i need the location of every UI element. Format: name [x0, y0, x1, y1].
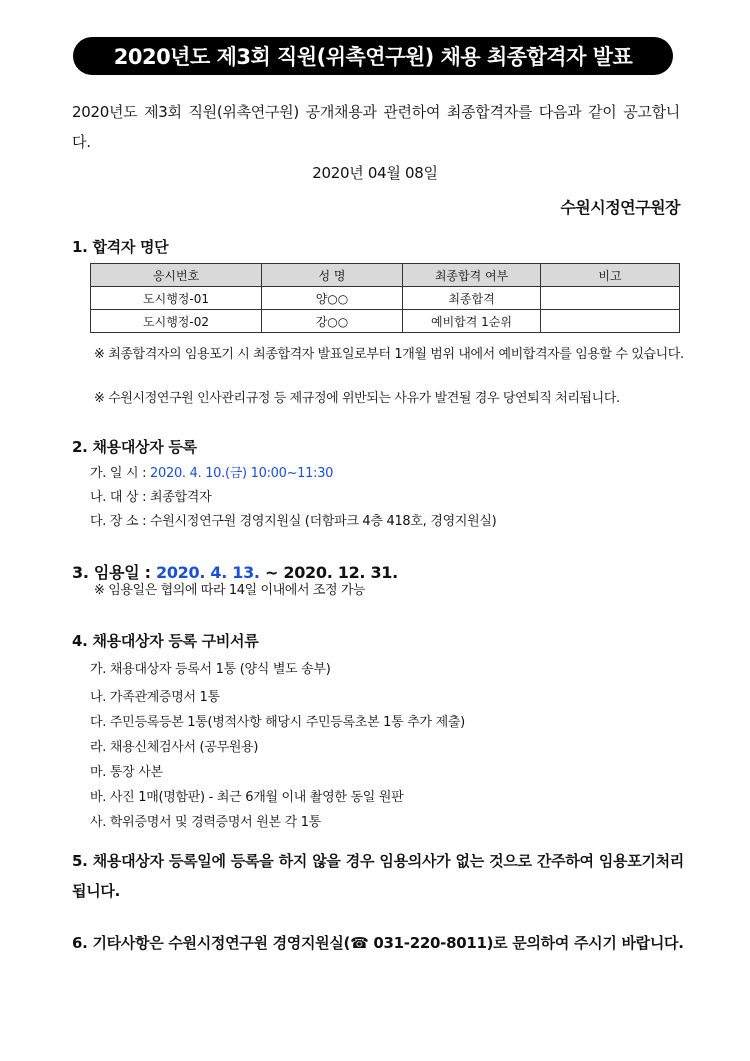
table-row — [91, 310, 680, 333]
note-resignation: ※ 최종합격자의 임용포기 시 최종합격자 발표일로부터 1개월 범위 내에서 예비합격자를 임용할 수 있습니다. — [94, 347, 684, 362]
announcement-date: 2020년 04월 08일 — [312, 164, 438, 182]
document-item: 나. 가족관계증명서 1통 — [90, 690, 220, 705]
section4-heading: 4. 채용대상자 등록 구비서류 — [72, 632, 259, 650]
column-header: 비고 — [541, 264, 680, 287]
appointment-end: ~ 2020. 12. 31. — [259, 563, 398, 582]
document-item: 다. 주민등록등본 1통(병적사항 해당시 주민등록초본 1통 추가 제출) — [90, 715, 465, 730]
registration-target — [90, 486, 211, 505]
appointment-start: 2020. 4. 13. — [156, 563, 260, 582]
cell-remarks — [541, 310, 680, 333]
signer: 수원시정연구원장 — [560, 198, 680, 217]
cell-applicant-number: 도시행정-01 — [91, 287, 262, 310]
document-item: 마. 통장 사본 — [90, 765, 163, 780]
column-header: 최종합격 여부 — [403, 264, 541, 287]
document-title: 2020년도 제3회 직원(위촉연구원) 채용 최종합격자 발표 — [73, 37, 673, 75]
registration-datetime-value: 2020. 4. 10.(금) 10:00~11:30 — [150, 466, 334, 481]
section1-heading: 1. 합격자 명단 — [72, 238, 169, 256]
appointment-label: 3. 임용일 : — [72, 563, 156, 582]
section6-paragraph: 6. 기타사항은 수원시정연구원 경영지원실(☎ 031-220-8011)로 문의하여 주시기 바랍니다. — [72, 934, 684, 952]
successful-candidates-table — [90, 263, 680, 333]
appointment-note: ※ 임용일은 협의에 따라 14일 이내에서 조정 가능 — [94, 583, 366, 598]
cell-name: 강○○ — [262, 310, 403, 333]
document-item: 사. 학위증명서 및 경력증명서 원본 각 1통 — [90, 815, 321, 830]
table-row — [91, 287, 680, 310]
document-item: 라. 채용신체검사서 (공무원용) — [90, 740, 259, 755]
registration-location — [90, 510, 496, 529]
cell-remarks — [541, 287, 680, 310]
cell-name: 양○○ — [262, 287, 403, 310]
column-header: 응시번호 — [91, 264, 262, 287]
column-header: 성 명 — [262, 264, 403, 287]
registration-target-value: 최종합격자 — [150, 490, 212, 505]
note-regulation: ※ 수원시정연구원 인사관리규정 등 제규정에 위반되는 사유가 발견될 경우 당연퇴직 처리됩니다. — [94, 391, 620, 406]
intro-paragraph: 2020년도 제3회 직원(위촉연구원) 공개채용과 관련하여 최종합격자를 다음과 같이 공고합니다. — [72, 103, 680, 151]
section5-paragraph: 5. 채용대상자 등록일에 등록을 하지 않을 경우 임용의사가 없는 것으로 간주하여 임용포기처리 됩니다. — [72, 852, 684, 900]
item-label: 가. 일 시 : — [90, 466, 151, 481]
document-item: 바. 사진 1매(명함판) - 최근 6개월 이내 촬영한 동일 원판 — [90, 790, 404, 805]
registration-datetime — [90, 462, 333, 481]
section2-heading: 2. 채용대상자 등록 — [72, 438, 197, 456]
item-label: 다. 장 소 : — [90, 514, 151, 529]
registration-location-value: 수원시정연구원 경영지원실 (더함파크 4층 418호, 경영지원실) — [150, 514, 497, 529]
document-item: 가. 채용대상자 등록서 1통 (양식 별도 송부) — [90, 662, 331, 677]
item-label: 나. 대 상 : — [90, 490, 151, 505]
cell-result: 최종합격 — [403, 287, 541, 310]
cell-result: 예비합격 1순위 — [403, 310, 541, 333]
cell-applicant-number: 도시행정-02 — [91, 310, 262, 333]
table-header-row — [91, 264, 680, 287]
